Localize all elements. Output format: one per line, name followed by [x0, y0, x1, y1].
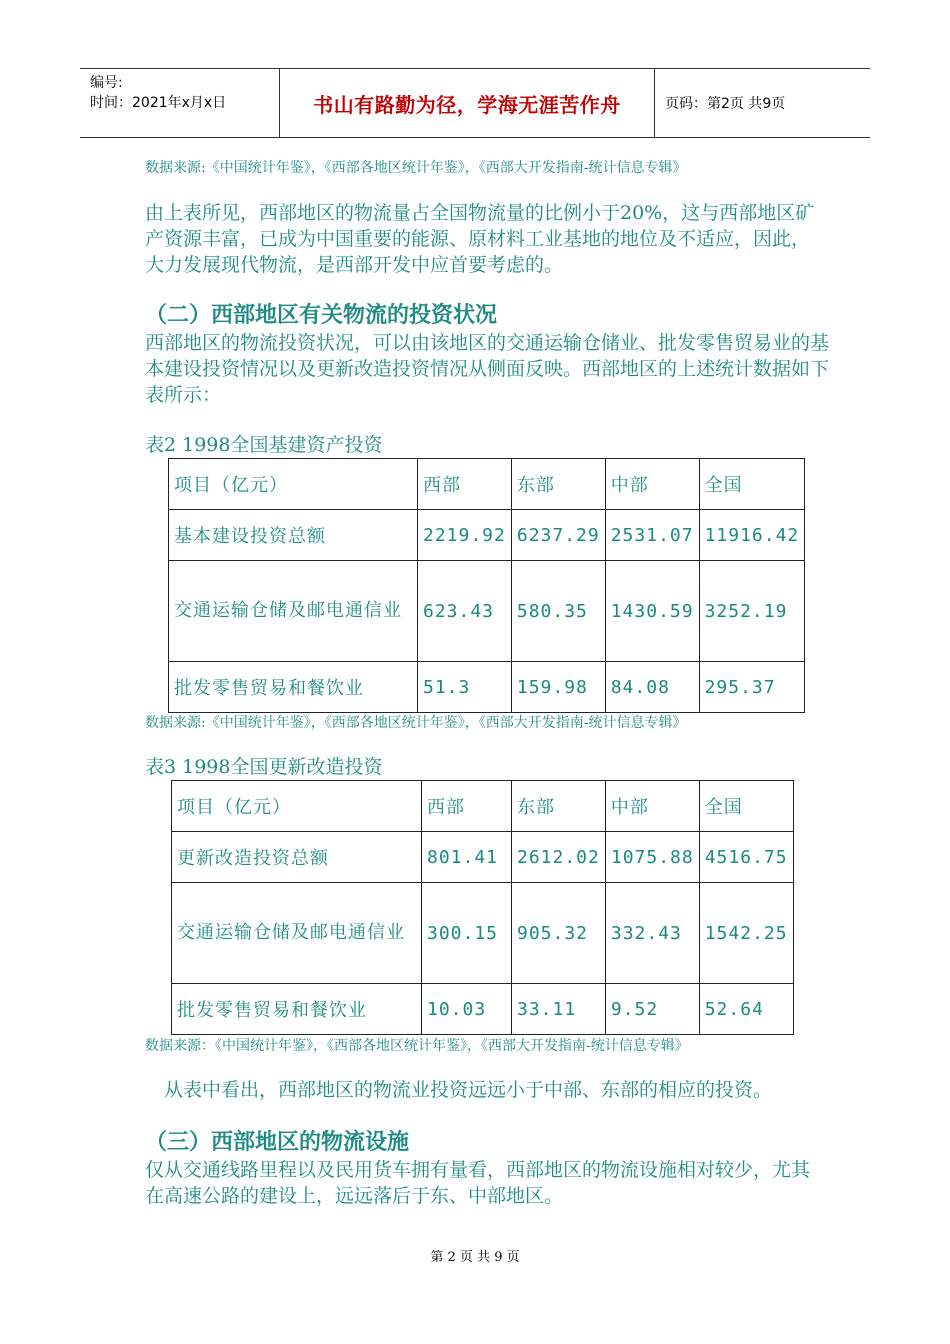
value-cell: 11916.42	[699, 510, 805, 561]
value-cell: 159.98	[511, 662, 605, 713]
value-cell: 51.3	[418, 662, 512, 713]
header-cell: 东部	[511, 459, 605, 510]
row-label-cell: 基本建设投资总额	[169, 510, 418, 561]
table-row	[169, 510, 805, 561]
header-cell: 西部	[422, 781, 512, 832]
value-cell: 905.32	[512, 883, 606, 984]
time-label: 时间：2021年x月x日	[90, 95, 227, 111]
value-cell: 33.11	[512, 984, 606, 1035]
paragraph-3: 从表中看出，西部地区的物流业投资远远小于中部、东部的相应的投资。	[145, 1079, 773, 1101]
value-cell: 10.03	[422, 984, 512, 1035]
value-cell: 580.35	[511, 561, 605, 662]
header-meta	[80, 69, 280, 137]
source-note-1: 数据来源:《中国统计年鉴》，《西部各地区统计年鉴》，《西部大开发指南-统计信息专辑》	[145, 160, 687, 176]
heading-section-3: （三）西部地区的物流设施	[145, 1130, 410, 1155]
page-header	[80, 68, 870, 138]
value-cell: 52.64	[699, 984, 793, 1035]
table-row	[169, 662, 805, 713]
row-label-cell: 交通运输仓储及邮电通信业	[169, 561, 418, 662]
value-cell: 1075.88	[605, 832, 699, 883]
value-cell: 6237.29	[511, 510, 605, 561]
paragraph-4: 仅从交通线路里程以及民用货车拥有量看，西部地区的物流设施相对较少，尤其在高速公路的建设上，远远落后于东、中部地区。	[145, 1159, 811, 1207]
table-header-row	[169, 459, 805, 510]
header-cell: 中部	[605, 781, 699, 832]
header-cell: 全国	[699, 781, 793, 832]
header-motto	[280, 69, 655, 137]
table2-caption: 表2 1998全国基建资产投资	[145, 434, 383, 456]
value-cell: 1542.25	[699, 883, 793, 984]
value-cell: 9.52	[605, 984, 699, 1035]
paragraph-1: 由上表所见，西部地区的物流量占全国物流量的比例小于20%，这与西部地区矿产资源丰富，已成为中国重要的能源、原材料工业基地的地位及不适应，因此，大力发展现代物流，是西部开发中应首要考虑的。	[145, 202, 815, 276]
value-cell: 4516.75	[699, 832, 793, 883]
table-row	[172, 984, 794, 1035]
value-cell: 2219.92	[418, 510, 512, 561]
table-row	[169, 561, 805, 662]
value-cell: 332.43	[605, 883, 699, 984]
page-info: 页码：第2页 共9页	[665, 96, 786, 112]
value-cell: 84.08	[605, 662, 699, 713]
table-row	[172, 883, 794, 984]
header-cell: 项目（亿元）	[172, 781, 422, 832]
table-3	[171, 780, 794, 1035]
header-cell: 东部	[512, 781, 606, 832]
value-cell: 623.43	[418, 561, 512, 662]
table3-caption: 表3 1998全国更新改造投资	[145, 756, 383, 778]
source-note-3: 数据来源：《中国统计年鉴》，《西部各地区统计年鉴》，《西部大开发指南-统计信息专辑》	[145, 1038, 689, 1054]
table-header-row	[172, 781, 794, 832]
header-cell: 项目（亿元）	[169, 459, 418, 510]
value-cell: 2531.07	[605, 510, 699, 561]
row-label-cell: 更新改造投资总额	[172, 832, 422, 883]
row-label-cell: 批发零售贸易和餐饮业	[169, 662, 418, 713]
row-label-cell: 交通运输仓储及邮电通信业	[172, 883, 422, 984]
heading-section-2: （二）西部地区有关物流的投资状况	[145, 303, 498, 328]
page-footer: 第 2 页 共 9 页	[430, 1250, 520, 1265]
value-cell: 1430.59	[605, 561, 699, 662]
paragraph-2: 西部地区的物流投资状况，可以由该地区的交通运输仓储业、批发零售贸易业的基本建设投资情况以及更新改造投资情况从侧面反映。西部地区的上述统计数据如下表所示：	[145, 332, 830, 406]
number-label: 编号:	[90, 75, 123, 91]
row-label-cell: 批发零售贸易和餐饮业	[172, 984, 422, 1035]
value-cell: 3252.19	[699, 561, 805, 662]
value-cell: 300.15	[422, 883, 512, 984]
value-cell: 295.37	[699, 662, 805, 713]
table-row	[172, 832, 794, 883]
motto-text: 书山有路勤为径，学海无涯苦作舟	[313, 92, 621, 117]
header-cell: 西部	[418, 459, 512, 510]
header-cell: 全国	[699, 459, 805, 510]
table-2	[168, 458, 805, 713]
source-note-2: 数据来源:《中国统计年鉴》，《西部各地区统计年鉴》，《西部大开发指南-统计信息专辑》	[145, 715, 687, 731]
value-cell: 801.41	[422, 832, 512, 883]
value-cell: 2612.02	[512, 832, 606, 883]
header-cell: 中部	[605, 459, 699, 510]
